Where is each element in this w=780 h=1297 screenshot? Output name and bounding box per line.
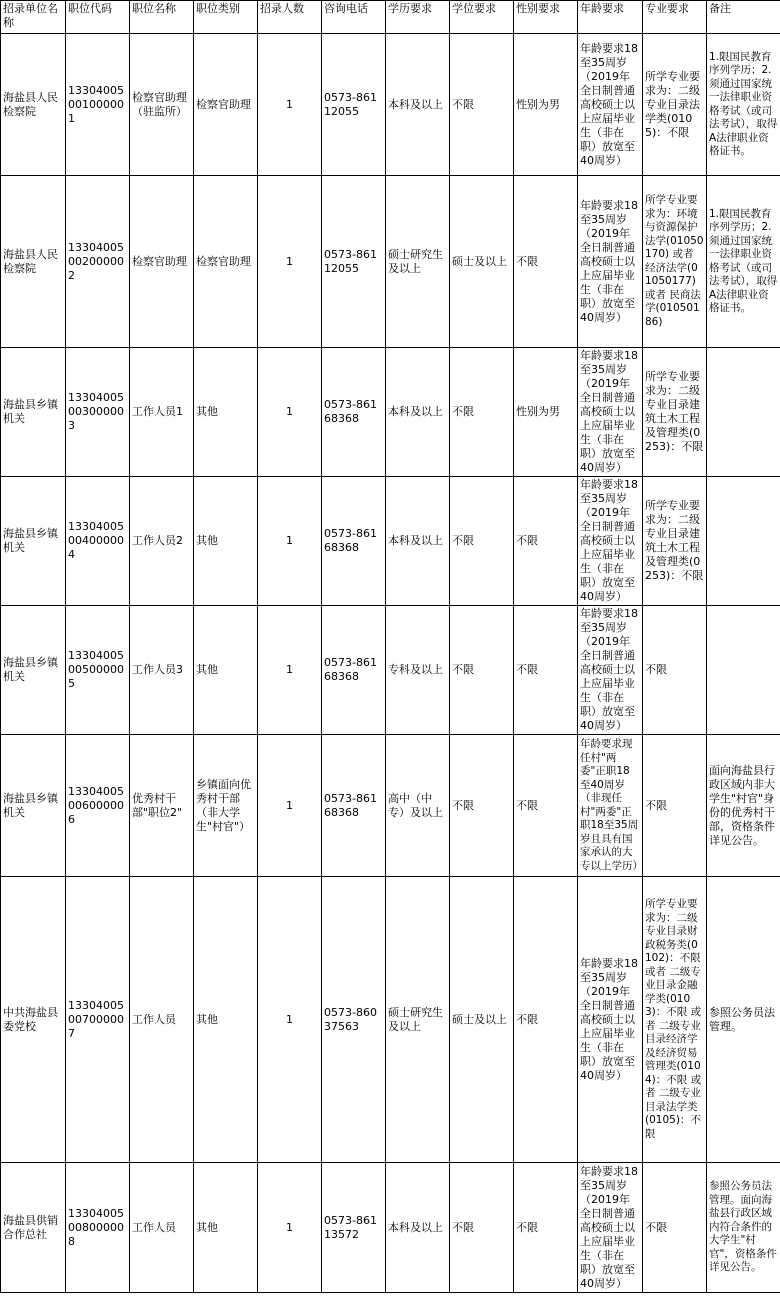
cell-title: 检察官助理 [130,176,194,348]
cell-title: 优秀村干部"职位2" [130,735,194,877]
cell-degree: 不限 [450,735,514,877]
cell-age: 年龄要求18至35周岁（2019年全日制普通高校硕士以上应届毕业生（非在职）放宽至40周岁） [578,477,643,606]
cell-code: 13304005001000001 [66,34,130,176]
cell-education: 本科及以上 [386,348,450,477]
cell-unit: 海盐县乡镇机关 [1,348,66,477]
cell-age: 年龄要求18至35周岁（2019年全日制普通高校硕士以上应届毕业生（非在职）放宽至40周岁） [578,606,643,735]
cell-category: 其他 [194,348,258,477]
cell-education: 本科及以上 [386,1163,450,1293]
cell-category: 检察官助理 [194,176,258,348]
cell-unit: 海盐县乡镇机关 [1,735,66,877]
cell-phone: 0573-86037563 [322,877,386,1163]
cell-title: 工作人员 [130,877,194,1163]
cell-count: 1 [258,34,322,176]
table-row [1,176,780,348]
cell-title: 工作人员3 [130,606,194,735]
cell-count: 1 [258,606,322,735]
cell-code: 13304005002000002 [66,176,130,348]
cell-phone: 0573-86168368 [322,735,386,877]
cell-major: 不限 [643,735,707,877]
cell-notes: 1.限国民教育序列学历；2.须通过国家统一法律职业资格考试（或司法考试），取得A法律职业资格证书。 [707,34,780,176]
cell-degree: 不限 [450,606,514,735]
cell-category: 乡镇面向优秀村干部（非大学生"村官"） [194,735,258,877]
cell-age: 年龄要求18至35周岁（2019年全日制普通高校硕士以上应届毕业生（非在职）放宽至40周岁） [578,1163,643,1293]
cell-age: 年龄要求18至35周岁（2019年全日制普通高校硕士以上应届毕业生（非在职）放宽至40周岁） [578,877,643,1163]
cell-phone: 0573-86168368 [322,477,386,606]
cell-major: 所学专业要求为：二级专业目录财政税务类(0102)：不限 或者 二级专业目录金融学类(0103)：不限 或者 二级专业目录经济学及经济贸易管理类(0104)：不限 或者 二级专业目录法学类(0105)：不限 [643,877,707,1163]
cell-phone: 0573-86112055 [322,176,386,348]
table-row [1,1163,780,1293]
cell-count: 1 [258,735,322,877]
cell-age: 年龄要求现任村"两委"正职18至40周岁（非现任村"两委"正职18至35周岁且具有国家承认的大专以上学历） [578,735,643,877]
cell-phone: 0573-86168368 [322,348,386,477]
cell-phone: 0573-86168368 [322,606,386,735]
cell-title: 工作人员2 [130,477,194,606]
cell-unit: 海盐县人民检察院 [1,176,66,348]
cell-major: 所学专业要求为：环境与资源保护法学(01050170) 或者 经济法学(01050177) 或者 民商法学(01050186) [643,176,707,348]
cell-title: 检察官助理（驻监所） [130,34,194,176]
cell-education: 本科及以上 [386,477,450,606]
table-row [1,348,780,477]
header-unit: 招录单位名称 [1,1,66,34]
cell-notes: 参照公务员法管理。面向海盐县行政区域内符合条件的大学生"村官"，资格条件详见公告。 [707,1163,780,1293]
cell-education: 硕士研究生及以上 [386,877,450,1163]
cell-unit: 海盐县乡镇机关 [1,606,66,735]
cell-phone: 0573-86113572 [322,1163,386,1293]
header-gender: 性别要求 [514,1,578,34]
table-row [1,606,780,735]
cell-major: 所学专业要求为：二级专业目录建筑土木工程及管理类(0253)：不限 [643,477,707,606]
header-degree: 学位要求 [450,1,514,34]
cell-age: 年龄要求18至35周岁（2019年全日制普通高校硕士以上应届毕业生（非在职）放宽至40周岁） [578,34,643,176]
cell-major: 不限 [643,1163,707,1293]
cell-gender: 不限 [514,176,578,348]
cell-major: 所学专业要求为：二级专业目录建筑土木工程及管理类(0253)：不限 [643,348,707,477]
cell-phone: 0573-86112055 [322,34,386,176]
cell-notes [707,477,780,606]
table-row [1,735,780,877]
cell-code: 13304005004000004 [66,477,130,606]
cell-code: 13304005008000008 [66,1163,130,1293]
header-title: 职位名称 [130,1,194,34]
cell-education: 硕士研究生及以上 [386,176,450,348]
cell-degree: 不限 [450,477,514,606]
cell-degree: 不限 [450,1163,514,1293]
header-major: 专业要求 [643,1,707,34]
table-row [1,477,780,606]
table-row [1,34,780,176]
cell-notes [707,348,780,477]
header-category: 职位类别 [194,1,258,34]
cell-age: 年龄要求18至35周岁（2019年全日制普通高校硕士以上应届毕业生（非在职）放宽至40周岁） [578,176,643,348]
cell-gender: 性别为男 [514,34,578,176]
cell-notes: 1.限国民教育序列学历；2.须通过国家统一法律职业资格考试（或司法考试），取得A法律职业资格证书。 [707,176,780,348]
cell-gender: 不限 [514,477,578,606]
cell-degree: 硕士及以上 [450,877,514,1163]
cell-education: 专科及以上 [386,606,450,735]
cell-count: 1 [258,477,322,606]
cell-count: 1 [258,877,322,1163]
cell-notes: 面向海盐县行政区域内非大学生"村官"身份的优秀村干部，资格条件详见公告。 [707,735,780,877]
cell-unit: 海盐县乡镇机关 [1,477,66,606]
cell-degree: 不限 [450,34,514,176]
cell-degree: 硕士及以上 [450,176,514,348]
cell-notes: 参照公务员法管理。 [707,877,780,1163]
cell-count: 1 [258,348,322,477]
cell-gender: 不限 [514,877,578,1163]
header-age: 年龄要求 [578,1,643,34]
header-education: 学历要求 [386,1,450,34]
header-row [1,1,780,34]
cell-education: 本科及以上 [386,34,450,176]
cell-title: 工作人员 [130,1163,194,1293]
cell-degree: 不限 [450,348,514,477]
cell-gender: 性别为男 [514,348,578,477]
cell-code: 13304005007000007 [66,877,130,1163]
cell-code: 13304005006000006 [66,735,130,877]
cell-unit: 海盐县供销合作总社 [1,1163,66,1293]
cell-code: 13304005005000005 [66,606,130,735]
cell-category: 检察官助理 [194,34,258,176]
cell-title: 工作人员1 [130,348,194,477]
cell-code: 13304005003000003 [66,348,130,477]
cell-major: 所学专业要求为：二级专业目录法学类(0105)：不限 [643,34,707,176]
cell-category: 其他 [194,877,258,1163]
cell-gender: 不限 [514,735,578,877]
header-code: 职位代码 [66,1,130,34]
cell-count: 1 [258,1163,322,1293]
cell-category: 其他 [194,606,258,735]
header-phone: 咨询电话 [322,1,386,34]
header-notes: 备注 [707,1,780,34]
cell-age: 年龄要求18至35周岁（2019年全日制普通高校硕士以上应届毕业生（非在职）放宽至40周岁） [578,348,643,477]
cell-gender: 不限 [514,1163,578,1293]
cell-category: 其他 [194,1163,258,1293]
cell-notes [707,606,780,735]
cell-gender: 不限 [514,606,578,735]
cell-category: 其他 [194,477,258,606]
cell-unit: 中共海盐县委党校 [1,877,66,1163]
cell-count: 1 [258,176,322,348]
cell-education: 高中（中专）及以上 [386,735,450,877]
cell-unit: 海盐县人民检察院 [1,34,66,176]
cell-major: 不限 [643,606,707,735]
table-row [1,877,780,1163]
header-count: 招录人数 [258,1,322,34]
